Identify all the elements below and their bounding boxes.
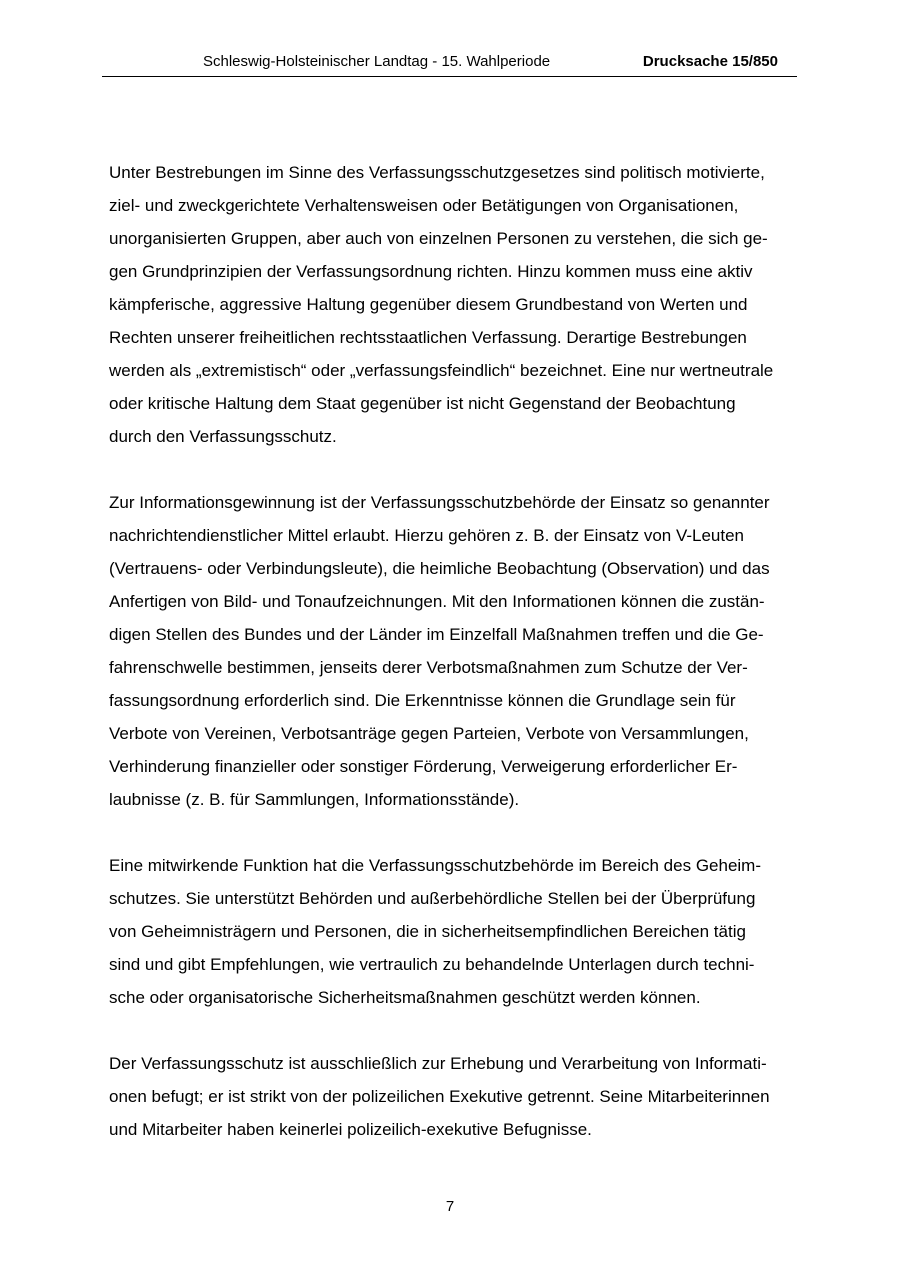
paragraph-spacer — [109, 453, 799, 486]
text-line: sind und gibt Empfehlungen, wie vertraulich zu behandelnde Unterlagen durch techni- — [109, 955, 755, 974]
page-number: 7 — [445, 1198, 455, 1215]
text-line: fassungsordnung erforderlich sind. Die Erkenntnisse können die Grundlage sein für — [109, 691, 736, 710]
text-line: Der Verfassungsschutz ist ausschließlich zur Erhebung und Verarbeitung von Informati- — [109, 1054, 767, 1073]
text-line: Rechten unserer freiheitlichen rechtsstaatlichen Verfassung. Derartige Bestrebungen — [109, 328, 747, 347]
text-line: werden als „extremistisch“ oder „verfassungsfeindlich“ bezeichnet. Eine nur wertneutrale — [109, 361, 774, 380]
text-line: sche oder organisatorische Sicherheitsmaßnahmen geschützt werden können. — [109, 988, 701, 1007]
text-line: fahrenschwelle bestimmen, jenseits derer Verbotsmaßnahmen zum Schutze der Ver- — [109, 658, 748, 677]
text-line: Verbote von Vereinen, Verbotsanträge gegen Parteien, Verbote von Versammlungen, — [109, 724, 749, 743]
paragraph — [109, 486, 799, 816]
text-line: kämpferische, aggressive Haltung gegenüber diesem Grundbestand von Werten und — [109, 295, 748, 314]
text-line: Zur Informationsgewinnung ist der Verfassungsschutzbehörde der Einsatz so genannter — [109, 493, 770, 512]
paragraph-spacer — [109, 816, 799, 849]
text-line: ziel- und zweckgerichtete Verhaltensweisen oder Betätigungen von Organisationen, — [109, 196, 739, 215]
text-line: (Vertrauens- oder Verbindungsleute), die heimliche Beobachtung (Observation) und das — [109, 559, 770, 578]
text-line: und Mitarbeiter haben keinerlei polizeilich-exekutive Befugnisse. — [109, 1120, 592, 1139]
document-number: Drucksache 15/850 — [642, 53, 778, 70]
text-line: Anfertigen von Bild- und Tonaufzeichnungen. Mit den Informationen können die zustän- — [109, 592, 765, 611]
text-line: laubnisse (z. B. für Sammlungen, Informationsstände). — [109, 790, 520, 809]
paragraph-spacer — [109, 1014, 799, 1047]
text-line: schutzes. Sie unterstützt Behörden und außerbehördliche Stellen bei der Überprüfung — [109, 889, 756, 908]
text-line: digen Stellen des Bundes und der Länder im Einzelfall Maßnahmen treffen und die Ge- — [109, 625, 764, 644]
text-line: onen befugt; er ist strikt von der polizeilichen Exekutive getrennt. Seine Mitarbeiterinnen — [109, 1087, 770, 1106]
text-line: Unter Bestrebungen im Sinne des Verfassungsschutzgesetzes sind politisch motivierte, — [109, 163, 765, 182]
text-line: durch den Verfassungsschutz. — [109, 427, 337, 446]
text-line: unorganisierten Gruppen, aber auch von einzelnen Personen zu verstehen, die sich ge- — [109, 229, 768, 248]
text-line: Eine mitwirkende Funktion hat die Verfassungsschutzbehörde im Bereich des Geheim- — [109, 856, 762, 875]
text-line: oder kritische Haltung dem Staat gegenüber ist nicht Gegenstand der Beobachtung — [109, 394, 736, 413]
text-line: gen Grundprinzipien der Verfassungsordnung richten. Hinzu kommen muss eine aktiv — [109, 262, 753, 281]
page-header — [102, 50, 797, 77]
document-body — [109, 156, 799, 1146]
text-line: nachrichtendienstlicher Mittel erlaubt. Hierzu gehören z. B. der Einsatz von V-Leuten — [109, 526, 745, 545]
paragraph — [109, 849, 799, 1014]
paragraph — [109, 156, 799, 453]
paragraph — [109, 1047, 799, 1146]
text-line: von Geheimnisträgern und Personen, die in sicherheitsempfindlichen Bereichen tätig — [109, 922, 746, 941]
header-title: Schleswig-Holsteinischer Landtag - 15. Wahlperiode — [203, 53, 551, 70]
text-line: Verhinderung finanzieller oder sonstiger Förderung, Verweigerung erforderlicher Er- — [109, 757, 738, 776]
